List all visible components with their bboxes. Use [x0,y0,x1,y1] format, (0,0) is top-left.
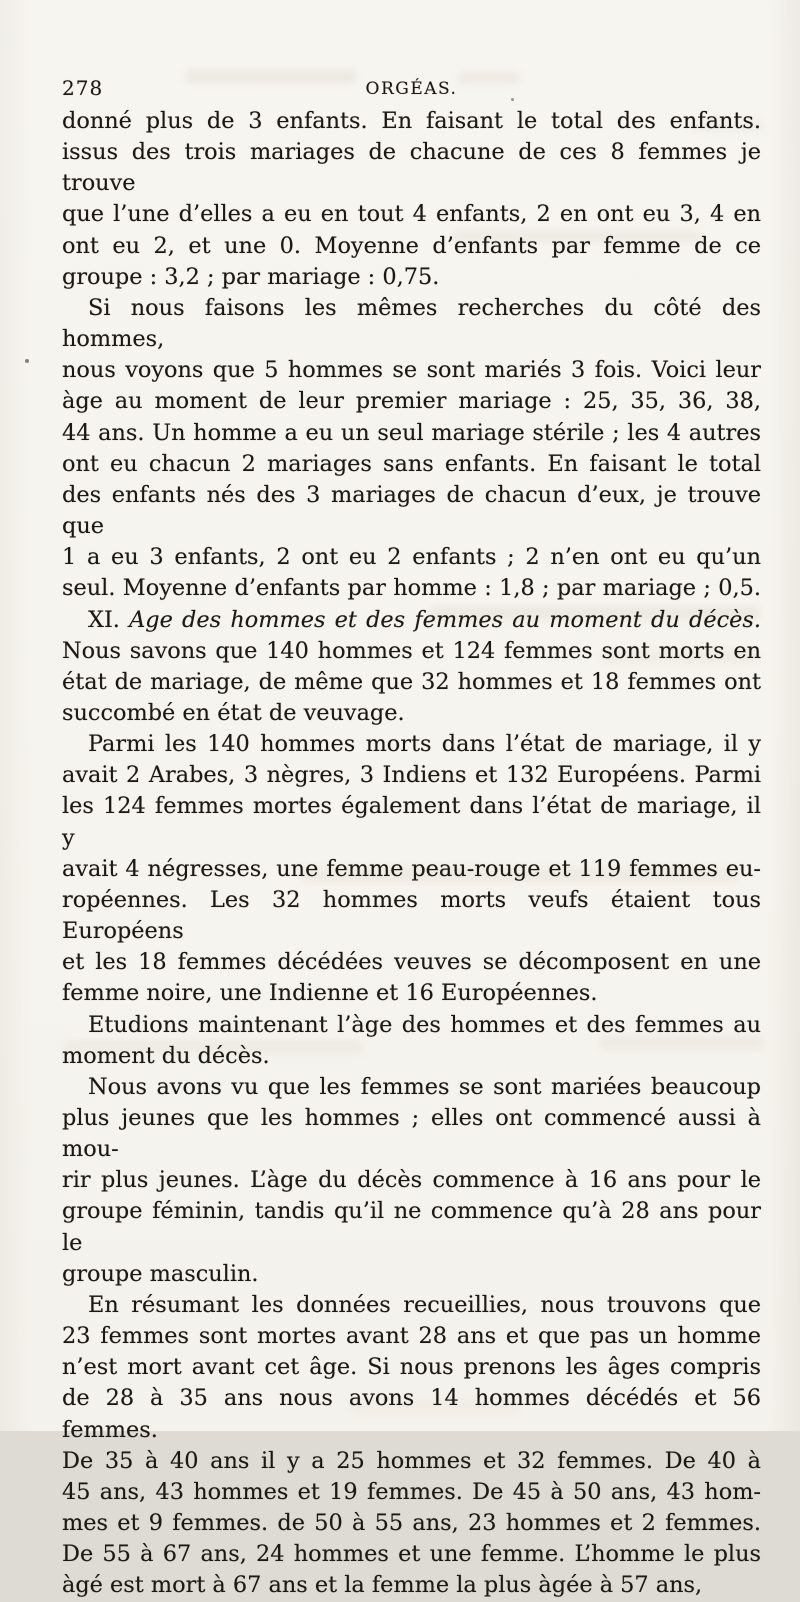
text-line: moment du décès. [62,1042,270,1069]
text-line: que l’une d’elles a eu en tout 4 enfants, 2 en ont eu 3, 4 en [62,201,761,228]
text-line: Etudions maintenant l’àge des hommes et des femmes au [88,1011,761,1038]
text-line: avait 2 Arabes, 3 nègres, 3 Indiens et 132 Européens. Parmi [62,762,761,789]
text-line: mes et 9 femmes. de 50 à 55 ans, 23 hommes et 2 femmes. [62,1510,761,1537]
text-line [62,605,761,636]
text-line: avait 4 négresses, une femme peau-rouge et 119 femmes eu- [62,855,761,882]
text-line: succombé en état de veuvage. [62,699,405,726]
text-line: 44 ans. Un homme a eu un seul mariage stérile ; les 4 autres [62,419,761,446]
text-line: Si nous faisons les mêmes recherches du côté des hommes, [62,294,761,353]
page-header [62,76,761,102]
text-line: 1 a eu 3 enfants, 2 ont eu 2 enfants ; 2 n’en ont eu qu’un [62,544,761,571]
text-line: groupe féminin, tandis qu’il ne commence qu’à 28 ans pour le [62,1198,761,1256]
text-line: Nous savons que 140 hommes et 124 femmes sont morts en [62,637,761,664]
text-line: En résumant les données recueillies, nous trouvons que [88,1291,761,1318]
text-line: Parmi les 140 hommes morts dans l’état de mariage, il y [88,731,761,758]
text-line: 23 femmes sont mortes avant 28 ans et que pas un homme [62,1323,761,1350]
text-line: ont eu chacun 2 mariages sans enfants. En faisant le total [62,450,761,477]
text-line: seul. Moyenne d’enfants par homme : 1,8 ; par mariage ; 0,5. [62,575,761,602]
text-line: nous voyons que 5 hommes se sont mariés 3 fois. Voici leur [62,357,761,384]
text-line: De 35 à 40 ans il y a 25 hommes et 32 femmes. De 40 à [62,1447,761,1474]
text-line: issus des trois mariages de chacune de ces 8 femmes je trouve [62,139,761,197]
text-line: n’est mort avant cet âge. Si nous prenons les âges compris [62,1354,761,1381]
text-line: des enfants nés des 3 mariages de chacun d’eux, je trouve que [62,481,761,540]
text-line: groupe masculin. [62,1260,259,1287]
text-line: donné plus de 3 enfants. En faisant le total des enfants. [62,108,761,134]
section-number: XI. [88,606,130,633]
text-line: ont eu 2, et une 0. Moyenne d’enfants par femme de ce [62,232,761,259]
text-line: plus jeunes que les hommes ; elles ont commencé aussi à mou- [62,1105,761,1163]
text-line: Nous avons vu que les femmes se sont mariées beaucoup [88,1073,761,1100]
text-line: les 124 femmes mortes également dans l’état de mariage, il y [62,793,761,851]
ink-speck [25,359,29,363]
text-line: 45 ans, 43 hommes et 19 femmes. De 45 à 50 ans, 43 hom- [62,1478,761,1505]
text-line: de 28 à 35 ans nous avons 14 hommes décédés et 56 femmes. [62,1385,761,1443]
text-line: femme noire, une Indienne et 16 Européennes. [62,980,598,1007]
text-line: àge au moment de leur premier mariage : 25, 35, 36, 38, [62,388,761,415]
text-line: àgé est mort à 67 ans et la femme la plus àgée à 57 ans, [62,1572,703,1599]
section-heading-italic: Age des hommes et des femmes au moment du décès. [129,606,761,633]
text-block [62,106,761,1602]
text-line: rir plus jeunes. L’àge du décès commence à 16 ans pour le [62,1167,761,1194]
text-line: ropéennes. Les 32 hommes morts veufs étaient tous Européens [62,886,761,945]
text-line: et les 18 femmes décédées veuves se décomposent en une [62,949,761,976]
text-line: état de mariage, de même que 32 hommes et 18 femmes ont [62,668,761,695]
page-number: 278 [62,76,104,100]
running-title: ORGÉAS. [365,79,458,99]
text-line: groupe : 3,2 ; par mariage : 0,75. [62,263,440,290]
text-line: De 55 à 67 ans, 24 hommes et une femme. L’homme le plus [62,1541,761,1568]
